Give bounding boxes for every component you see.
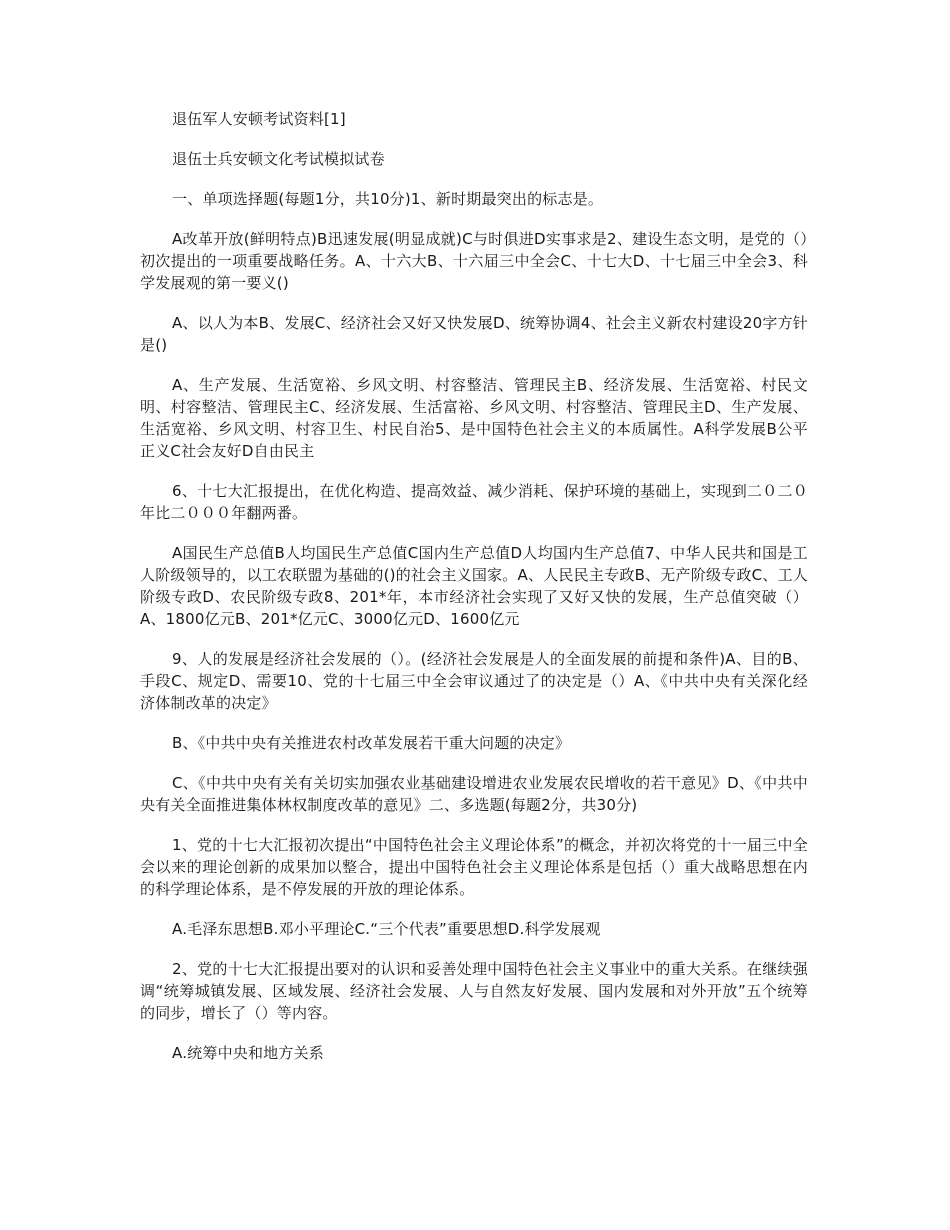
- paragraph: 6、十七大汇报提出，在优化构造、提高效益、减少消耗、保护环境的基础上，实现到二０二０年比二０００年翻两番。: [140, 482, 808, 522]
- paragraph: A.统筹中央和地方关系: [172, 1044, 324, 1062]
- document-subtitle: 退伍士兵安顿文化考试模拟试卷: [172, 150, 385, 168]
- paragraph: 一、单项选择题(每题1分，共10分)1、新时期最突出的标志是。: [172, 190, 604, 208]
- document-page: [140, 108, 808, 1064]
- paragraph: 2、党的十七大汇报提出要对的认识和妥善处理中国特色社会主义事业中的重大关系。在继续强调“统筹城镇发展、区域发展、经济社会发展、人与自然友好发展、国内发展和对外开放”五个统筹的同步，增长了（）等内容。: [140, 960, 808, 1022]
- paragraph: A、生产发展、生活宽裕、乡风文明、村容整洁、管理民主B、经济发展、生活宽裕、村民文明、村容整洁、管理民主C、经济发展、生活富裕、乡风文明、村容整洁、管理民主D、生产发展、生活宽裕、乡风文明、村容卫生、村民自治5、是中国特色社会主义的本质属性。A科学发展B公平正义C社会友好D自由民主: [140, 376, 808, 460]
- paragraph: C、《中共中央有关有关切实加强农业基础建设增进农业发展农民增收的若干意见》D、《中共中央有关全面推进集体林权制度改革的意见》二、多选题(每题2分，共30分): [140, 774, 808, 814]
- paragraph: 1、党的十七大汇报初次提出“中国特色社会主义理论体系”的概念，并初次将党的十一届三中全会以来的理论创新的成果加以整合，提出中国特色社会主义理论体系是包括（）重大战略思想在内的科学理论体系，是不停发展的开放的理论体系。: [140, 836, 808, 898]
- document-title: 退伍军人安顿考试资料[1]: [172, 110, 346, 128]
- paragraph: A.毛泽东思想B.邓小平理论C.“三个代表”重要思想D.科学发展观: [172, 920, 601, 938]
- paragraph: B、《中共中央有关推进农村改革发展若干重大问题的决定》: [172, 734, 571, 752]
- paragraph: A改革开放(鲜明特点)B迅速发展(明显成就)C与时俱进D实事求是2、建设生态文明，是党的（）初次提出的一项重要战略任务。A、十六大B、十六届三中全会C、十七大D、十七届三中全会3、科学发展观的第一要义(): [140, 230, 808, 292]
- paragraph: 9、人的发展是经济社会发展的（）。(经济社会发展是人的全面发展的前提和条件)A、目的B、手段C、规定D、需要10、党的十七届三中全会审议通过了的决定是（）A、《中共中央有关深化经济体制改革的决定》: [140, 650, 808, 712]
- paragraph: A、以人为本B、发展C、经济社会又好又快发展D、统筹协调4、社会主义新农村建设20字方针是(): [140, 314, 808, 354]
- paragraph: A国民生产总值B人均国民生产总值C国内生产总值D人均国内生产总值7、中华人民共和国是工人阶级领导的，以工农联盟为基础的()的社会主义国家。A、人民民主专政B、无产阶级专政C、工人阶级专政D、农民阶级专政8、201*年，本市经济社会实现了又好又快的发展，生产总值突破（）A、1800亿元B、201*亿元C、3000亿元D、1600亿元: [140, 544, 808, 628]
